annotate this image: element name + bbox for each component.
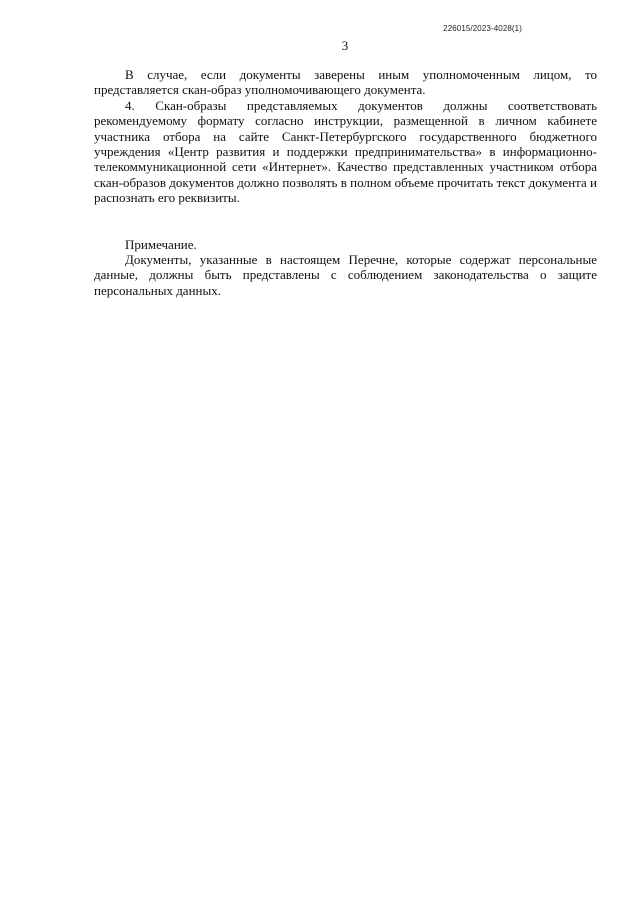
document-registration-number: 226015/2023-4028(1) xyxy=(443,24,522,33)
paragraph-authorized-person: В случае, если документы заверены иным уполномоченным лицом, то представляется скан-образ уполномочивающего документа. xyxy=(94,67,597,98)
note-text: Документы, указанные в настоящем Перечне, которые содержат персональные данные, должны быть представлены с соблюдением законодательства о защите персональных данных. xyxy=(94,252,597,298)
document-body xyxy=(94,67,597,298)
page-number: 3 xyxy=(341,38,349,53)
spacer xyxy=(94,206,597,237)
paragraph-scan-format: 4. Скан-образы представляемых документов должны соответствовать рекомендуемому формату согласно инструкции, размещенной в личном кабинете участника отбора на сайте Санкт-Петербургского государственного бюджетного учреждения «Центр развития и поддержки предпринимательства» в информационно-телекоммуникационной сети «Интернет». Качество представленных участником отбора скан-образов документов должно позволять в полном объеме прочитать текст документа и распознать его реквизиты. xyxy=(94,97,597,206)
note-title: Примечание. xyxy=(125,236,197,252)
